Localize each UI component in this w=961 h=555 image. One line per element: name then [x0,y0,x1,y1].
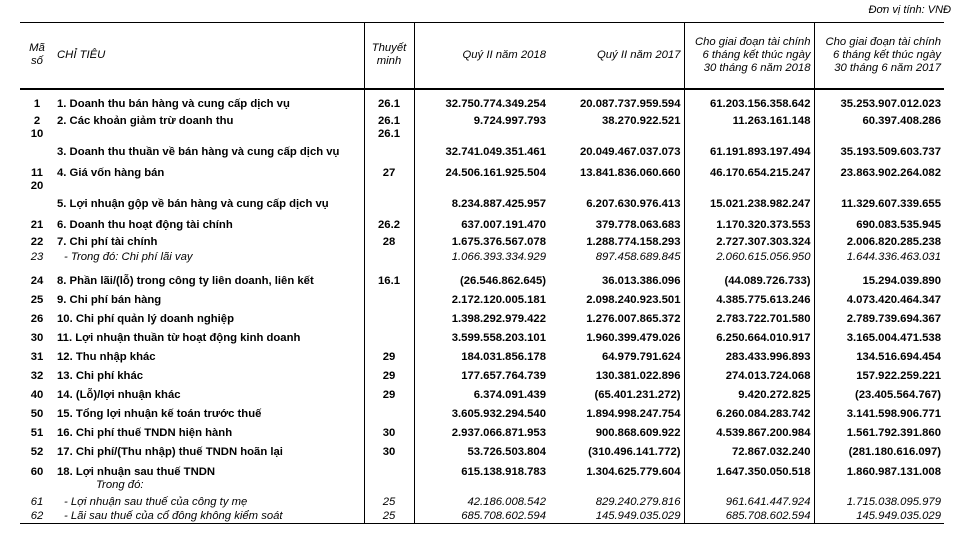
row-note: 28 [364,232,414,249]
row-q2-2018: 2.937.066.871.953 [414,421,549,440]
row-q2-2017: 145.949.035.029 [549,509,684,524]
row-note: 25 [364,492,414,509]
row-item: 17. Chi phí/(Thu nhập) thuế TNDN hoãn lại [57,445,283,458]
row-note [364,402,414,421]
row-code: 30 [30,331,44,344]
row-note: 30 [364,440,414,459]
row-code: 20 [30,179,44,192]
row-q2-2017 [549,479,684,492]
row-q2-2017: 379.778.063.683 [595,218,681,231]
row-note: 16.1 [364,264,414,288]
row-h1-2017: 2.006.820.285.238 [814,232,944,249]
row-q2-2017: 13.841.836.060.660 [579,166,681,179]
table-header-row [20,23,944,89]
row-h1-2018 [684,479,814,492]
row-item: 13. Chi phí khác [57,369,144,382]
row-h1-2017: 35.193.509.603.737 [814,128,944,159]
row-note [364,307,414,326]
row-note: 25 [364,509,414,524]
row-q2-2018: 1.398.292.979.422 [414,307,549,326]
table-row [20,509,944,524]
row-note [364,326,414,345]
row-q2-2017: 130.381.022.896 [595,369,681,382]
row-item: 11. Lợi nhuận thuần từ hoạt động kinh doanh [57,331,301,344]
row-q2-2018: 1.066.393.334.929 [414,249,549,264]
row-code: 23 [30,250,44,263]
row-note: 29 [364,345,414,364]
row-q2-2018: 637.007.191.470 [414,211,549,232]
row-h1-2018: 1.170.320.373.553 [684,211,814,232]
row-q2-2017: (65.401.231.272) [594,388,681,401]
row-note: 30 [364,421,414,440]
row-code: 10 [30,127,44,140]
row-h1-2017: 145.949.035.029 [814,509,944,524]
row-q2-2018: 177.657.764.739 [414,364,549,383]
row-item: 3. Doanh thu thuần về bán hàng và cung cấp dịch vụ [57,145,340,158]
row-code: 2 [33,114,41,127]
row-q2-2018: 6.374.091.439 [414,383,549,402]
header-q2-2017: Quý II năm 2017 [549,23,684,89]
row-h1-2018: 283.433.996.893 [684,345,814,364]
row-h1-2017: 4.073.420.464.347 [814,288,944,307]
row-q2-2017: 20.087.737.959.594 [579,97,681,110]
row-q2-2018: 32.741.049.351.461 [414,128,549,159]
row-h1-2017: 157.922.259.221 [814,364,944,383]
table-row [20,180,944,211]
table-row [20,440,944,459]
table-row [20,288,944,307]
row-q2-2017: 900.868.609.922 [595,426,681,439]
row-item: 4. Giá vốn hàng bán [57,166,165,179]
table-row [20,111,944,128]
row-q2-2017: 20.049.467.037.073 [579,145,681,158]
row-h1-2018: (44.089.726.733) [684,264,814,288]
row-item: 1. Doanh thu bán hàng và cung cấp dịch vụ [57,97,290,110]
row-q2-2017: 64.979.791.624 [601,350,681,363]
table-row [20,307,944,326]
row-q2-2018: (26.546.862.645) [414,264,549,288]
row-h1-2017: 690.083.535.945 [814,211,944,232]
row-h1-2017: 1.644.336.463.031 [814,249,944,264]
row-code: 1 [33,97,41,110]
row-code: 52 [30,445,44,458]
table-row [20,479,944,492]
row-note: 26.1 [364,128,414,159]
row-h1-2017: 2.789.739.694.367 [814,307,944,326]
row-note: 29 [364,383,414,402]
row-note: 29 [364,364,414,383]
row-h1-2017: (281.180.616.097) [814,440,944,459]
row-note [364,288,414,307]
row-code: 22 [30,235,44,248]
table-row [20,159,944,180]
table-row [20,264,944,288]
row-h1-2018: 6.250.664.010.917 [684,326,814,345]
row-h1-2017: 23.863.902.264.082 [814,159,944,180]
table-row [20,421,944,440]
row-item: 2. Các khoản giảm trừ doanh thu [57,114,234,127]
row-item: 6. Doanh thu hoạt động tài chính [57,218,233,231]
row-note: 26.1 [364,89,414,111]
table-row [20,249,944,264]
row-q2-2018: 3.605.932.294.540 [414,402,549,421]
row-h1-2018: 2.783.722.701.580 [684,307,814,326]
row-q2-2017: 897.458.689.845 [595,250,681,263]
row-code [20,479,54,492]
row-h1-2018: 61.203.156.358.642 [684,89,814,111]
row-item: 16. Chi phí thuế TNDN hiện hành [57,426,233,439]
row-item: 10. Chi phí quản lý doanh nghiệp [57,312,234,325]
row-code: 61 [30,495,44,508]
row-h1-2018: 2.060.615.056.950 [684,249,814,264]
header-h1-2017: Cho giai đoạn tài chính 6 tháng kết thúc ngày 30 tháng 6 năm 2017 [814,23,944,89]
row-item: 14. (Lỗ)/lợi nhuận khác [57,388,181,401]
row-code: 21 [30,218,44,231]
row-q2-2018: 9.724.997.793 [414,111,549,128]
row-h1-2018: 1.647.350.050.518 [684,459,814,479]
row-code: 40 [30,388,44,401]
row-h1-2018: 6.260.084.283.742 [684,402,814,421]
row-h1-2017: 15.294.039.890 [814,264,944,288]
table-row [20,211,944,232]
table-row [20,383,944,402]
row-q2-2018: 615.138.918.783 [414,459,549,479]
row-item: 8. Phần lãi/(lỗ) trong công ty liên doanh, liên kết [57,274,314,287]
row-item: 9. Chi phí bán hàng [57,293,162,306]
row-h1-2018: 4.539.867.200.984 [684,421,814,440]
row-item: - Lợi nhuận sau thuế của công ty mẹ [64,495,248,508]
header-code: Mã số [20,23,54,89]
row-h1-2017 [814,479,944,492]
row-item: 15. Tổng lợi nhuận kế toán trước thuế [57,407,262,420]
row-h1-2017: 60.397.408.286 [814,111,944,128]
table-row [20,492,944,509]
row-h1-2018: 11.263.161.148 [684,111,814,128]
row-q2-2018: 53.726.503.804 [414,440,549,459]
row-q2-2018: 2.172.120.005.181 [414,288,549,307]
row-code: 50 [30,407,44,420]
table-row [20,326,944,345]
row-h1-2017: 134.516.694.454 [814,345,944,364]
row-h1-2018: 274.013.724.068 [684,364,814,383]
table-row [20,402,944,421]
row-h1-2018: 9.420.272.825 [684,383,814,402]
row-item: - Trong đó: Chi phí lãi vay [64,250,193,263]
row-code: 60 [30,465,44,478]
table-row [20,232,944,249]
table-row [20,459,944,479]
table-row [20,128,944,159]
row-q2-2018: 24.506.161.925.504 [414,159,549,180]
row-note [364,249,414,264]
row-h1-2017: 3.165.004.471.538 [814,326,944,345]
row-q2-2017: 1.960.399.479.026 [586,331,681,344]
row-item: Trong đó: [96,478,144,491]
table-row [20,345,944,364]
row-q2-2017: 1.276.007.865.372 [586,312,681,325]
row-q2-2018: 184.031.856.178 [414,345,549,364]
row-q2-2017: 1.288.774.158.293 [586,235,681,248]
row-h1-2017: 3.141.598.906.771 [814,402,944,421]
row-code: 31 [30,350,44,363]
row-note [364,180,414,211]
row-q2-2018 [414,479,549,492]
row-note [364,459,414,479]
row-q2-2018: 32.750.774.349.254 [414,89,549,111]
row-h1-2017: 1.561.792.391.860 [814,421,944,440]
row-note: 26.2 [364,211,414,232]
row-code: 24 [30,274,44,287]
row-code: 51 [30,426,44,439]
row-h1-2018: 961.641.447.924 [684,492,814,509]
row-h1-2018: 61.191.893.197.494 [684,128,814,159]
row-q2-2018: 1.675.376.567.078 [414,232,549,249]
row-q2-2017: 38.270.922.521 [601,114,681,127]
row-q2-2018: 42.186.008.542 [414,492,549,509]
header-h1-2018: Cho giai đoạn tài chính 6 tháng kết thúc ngày 30 tháng 6 năm 2018 [684,23,814,89]
table-row [20,89,944,111]
row-h1-2018: 15.021.238.982.247 [684,180,814,211]
row-q2-2018: 3.599.558.203.101 [414,326,549,345]
row-code: 11 [31,166,43,179]
row-q2-2017: 1.894.998.247.754 [586,407,681,420]
row-h1-2018: 685.708.602.594 [684,509,814,524]
row-q2-2017: (310.496.141.772) [588,445,681,458]
row-q2-2017: 36.013.386.096 [601,274,681,287]
row-code: 32 [30,369,44,382]
row-h1-2018: 46.170.654.215.247 [684,159,814,180]
row-q2-2017: 6.207.630.976.413 [586,197,681,210]
header-note: Thuyết minh [364,23,414,89]
row-q2-2017: 1.304.625.779.604 [586,465,681,478]
income-statement-table [20,22,944,524]
row-h1-2017: 11.329.607.339.655 [814,180,944,211]
row-h1-2017: 35.253.907.012.023 [814,89,944,111]
row-item: 12. Thu nhập khác [57,350,156,363]
table-row [20,364,944,383]
row-item: 18. Lợi nhuận sau thuế TNDN [57,465,216,478]
row-code: 25 [30,293,44,306]
row-h1-2017: (23.405.564.767) [814,383,944,402]
row-h1-2018: 4.385.775.613.246 [684,288,814,307]
row-q2-2017: 829.240.279.816 [595,495,681,508]
header-q2-2018: Quý II năm 2018 [414,23,549,89]
row-code: 26 [30,312,44,325]
row-note [364,479,414,492]
row-item: 5. Lợi nhuận gộp về bán hàng và cung cấp dịch vụ [57,197,329,210]
row-note: 26.1 [364,111,414,128]
currency-unit-label: Đơn vị tính: VNĐ [868,4,951,16]
row-h1-2017: 1.715.038.095.979 [814,492,944,509]
row-code: 62 [20,509,54,524]
row-q2-2017: 2.098.240.923.501 [586,293,681,306]
row-q2-2018: 8.234.887.425.957 [414,180,549,211]
row-item: 7. Chi phí tài chính [57,235,158,248]
row-item: - Lãi sau thuế của cổ đông không kiểm soát [54,509,364,524]
row-h1-2018: 2.727.307.303.324 [684,232,814,249]
row-q2-2018: 685.708.602.594 [414,509,549,524]
header-item: CHỈ TIÊU [54,23,364,89]
row-note: 27 [364,159,414,180]
row-h1-2017: 1.860.987.131.008 [814,459,944,479]
row-h1-2018: 72.867.032.240 [684,440,814,459]
